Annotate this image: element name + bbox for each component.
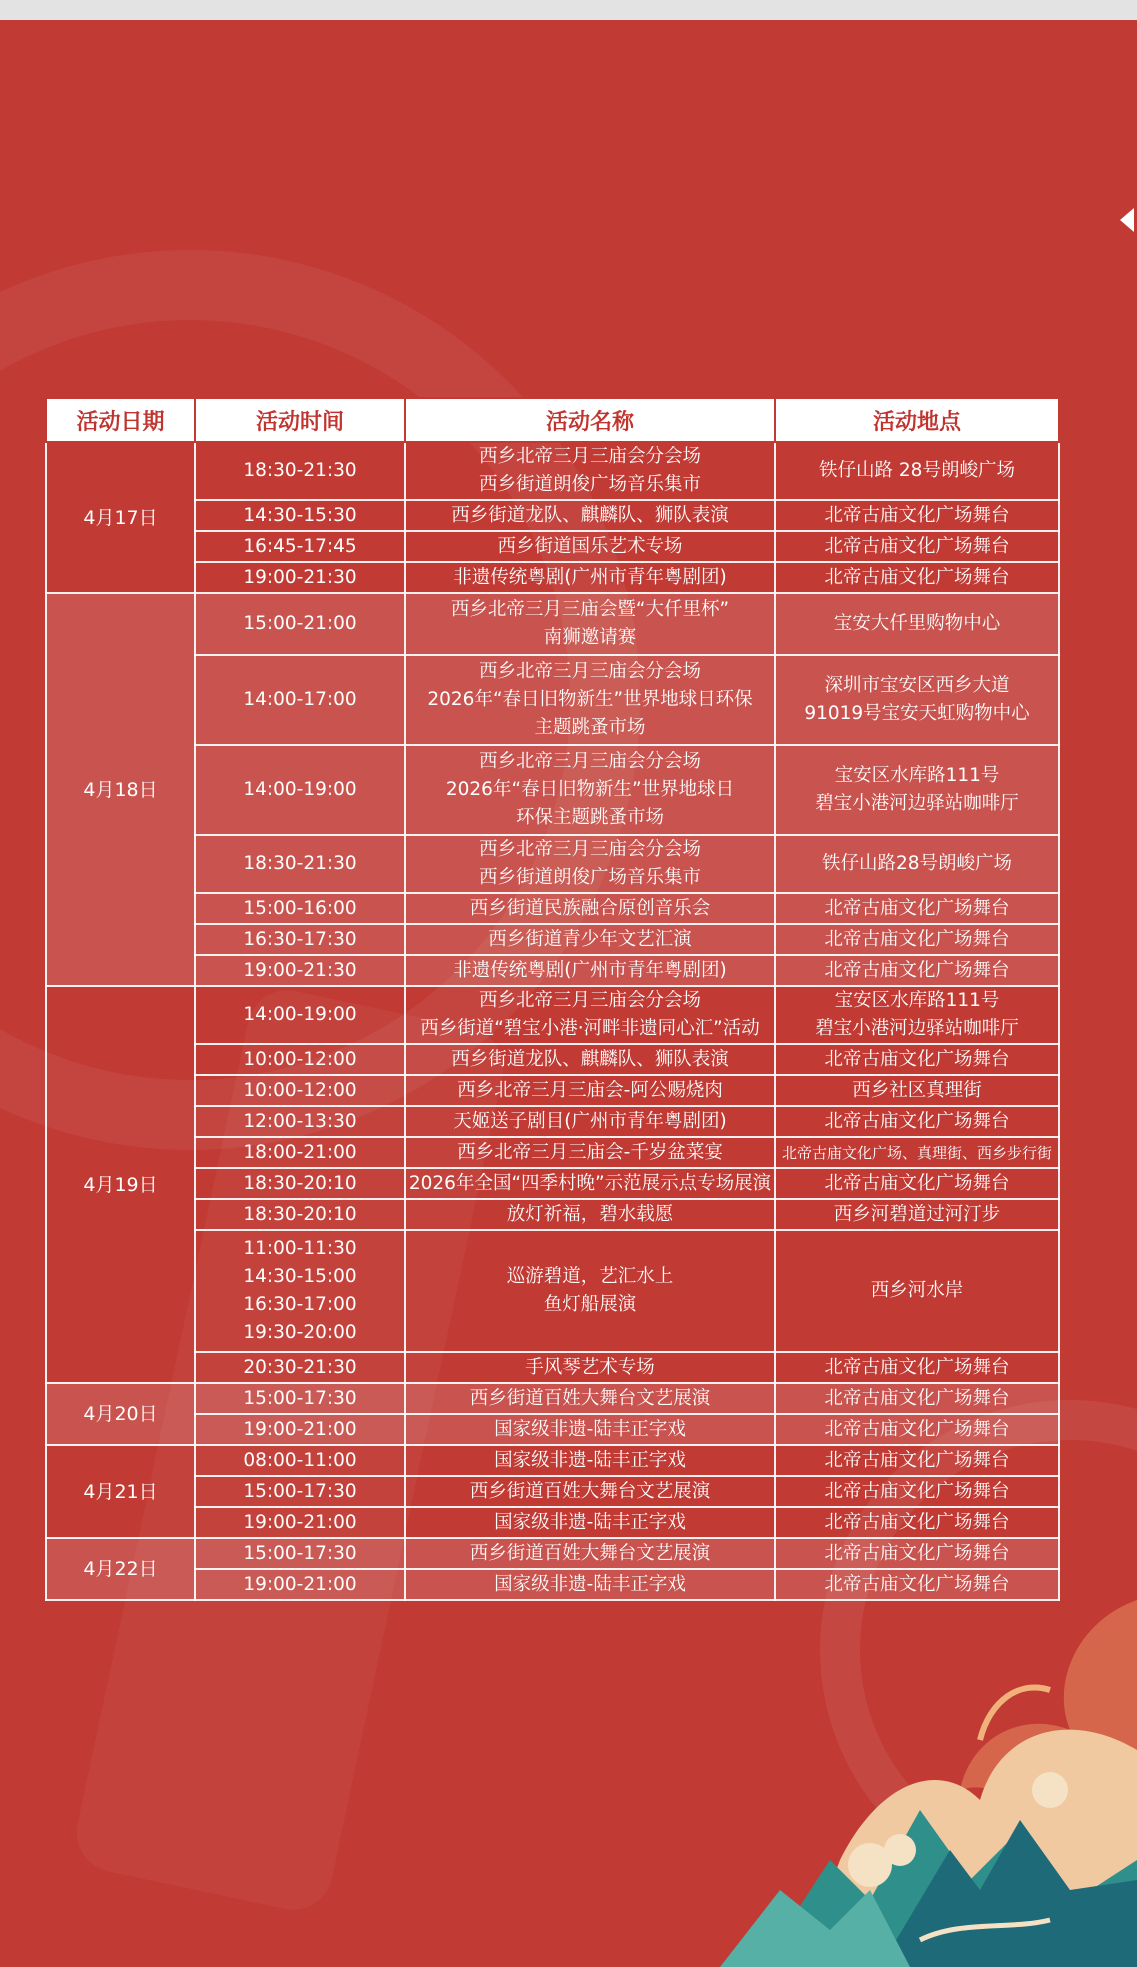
activity-name-cell-line: 西乡街道龙队、麒麟队、狮队表演	[451, 504, 729, 526]
venue-cell-line: 宝安区水库路111号	[834, 765, 1000, 786]
activity-name-cell-line: 西乡北帝三月三庙会暨“大仟里杯”	[450, 599, 730, 620]
time-cell-line: 08:00-11:00	[243, 1449, 357, 1471]
venue-cell-line: 北帝古庙文化广场舞台	[824, 1542, 1010, 1564]
activity-name-cell	[405, 924, 775, 955]
activity-name-cell	[405, 1476, 775, 1507]
activity-name-cell-line: 非遗传统粤剧(广州市青年粤剧团)	[453, 959, 727, 981]
venue-cell	[775, 1507, 1059, 1538]
time-cell-line: 14:30-15:30	[243, 504, 357, 526]
venue-cell-line: 北帝古庙文化广场舞台	[824, 1172, 1010, 1194]
activity-name-cell	[405, 1075, 775, 1106]
venue-cell	[775, 955, 1059, 986]
time-cell-line: 14:00-19:00	[243, 779, 357, 800]
time-cell	[195, 1414, 405, 1445]
activity-name-cell	[405, 1230, 775, 1352]
header-date: 活动日期	[46, 398, 195, 442]
time-cell	[195, 531, 405, 562]
activity-name-cell-line: 西乡街道龙队、麒麟队、狮队表演	[451, 1048, 729, 1070]
schedule-table	[45, 397, 1060, 1601]
table-row	[46, 1230, 1059, 1352]
header-name: 活动名称	[405, 398, 775, 442]
top-status-strip	[0, 0, 1137, 20]
table-row	[46, 562, 1059, 593]
activity-name-cell-line: 环保主题跳蚤市场	[515, 807, 664, 828]
time-cell-line: 16:30-17:00	[243, 1294, 357, 1315]
time-cell	[195, 745, 405, 835]
venue-cell-line: 宝安区水库路111号	[834, 990, 1000, 1011]
activity-name-cell-line: 西乡北帝三月三庙会-千岁盆菜宴	[457, 1141, 723, 1163]
activity-name-cell-line: 南狮邀请赛	[543, 627, 637, 648]
venue-cell	[775, 1199, 1059, 1230]
venue-cell-line: 西乡河碧道过河汀步	[833, 1203, 1001, 1225]
header-venue: 活动地点	[775, 398, 1059, 442]
venue-cell-line: 北帝古庙文化广场舞台	[824, 1048, 1010, 1070]
activity-name-cell-line: 国家级非遗-陆丰正字戏	[494, 1573, 686, 1595]
table-row	[46, 442, 1059, 500]
venue-cell-line: 北帝古庙文化广场舞台	[824, 1387, 1010, 1409]
time-cell-line: 15:00-17:30	[243, 1542, 357, 1564]
time-cell-line: 20:30-21:30	[243, 1356, 357, 1378]
time-cell-line: 18:30-20:10	[243, 1203, 357, 1225]
time-cell	[195, 1044, 405, 1075]
table-row	[46, 1383, 1059, 1414]
venue-cell-line: 北帝古庙文化广场舞台	[824, 1418, 1010, 1440]
time-cell	[195, 1445, 405, 1476]
activity-name-cell-line: 西乡街道“碧宝小港·河畔非遗同心汇”活动	[420, 1018, 760, 1039]
venue-cell	[775, 1075, 1059, 1106]
activity-name-cell-line: 西乡北帝三月三庙会分会场	[478, 446, 701, 467]
activity-name-cell-line: 西乡街道朗俊广场音乐集市	[478, 474, 701, 495]
table-row	[46, 1445, 1059, 1476]
table-header-row	[46, 398, 1059, 442]
activity-name-cell-line: 西乡街道朗俊广场音乐集市	[478, 867, 701, 888]
time-cell-line: 19:00-21:00	[243, 1511, 357, 1533]
header-time: 活动时间	[195, 398, 405, 442]
time-cell	[195, 1199, 405, 1230]
venue-cell-line: 北帝古庙文化广场舞台	[824, 1110, 1010, 1132]
date-cell: 4月19日	[46, 986, 195, 1383]
activity-name-cell	[405, 442, 775, 500]
venue-cell-line: 北帝古庙文化广场舞台	[824, 1356, 1010, 1378]
activity-name-cell-line: 西乡北帝三月三庙会分会场	[478, 990, 701, 1011]
time-cell-line: 18:30-21:30	[243, 853, 357, 874]
table-row	[46, 955, 1059, 986]
activity-name-cell	[405, 531, 775, 562]
venue-cell	[775, 1476, 1059, 1507]
time-cell	[195, 655, 405, 745]
time-cell	[195, 1168, 405, 1199]
time-cell-line: 15:00-17:30	[243, 1480, 357, 1502]
table-row	[46, 593, 1059, 655]
time-cell-line: 19:00-21:30	[243, 566, 357, 588]
activity-name-cell-line: 巡游碧道，艺汇水上	[506, 1266, 674, 1287]
venue-cell	[775, 593, 1059, 655]
table-row	[46, 1137, 1059, 1168]
activity-name-cell	[405, 745, 775, 835]
time-cell-line: 10:00-12:00	[243, 1079, 357, 1101]
time-cell	[195, 893, 405, 924]
date-cell: 4月22日	[46, 1538, 195, 1600]
activity-name-cell-line: 2026年“春日旧物新生”世界地球日环保	[427, 689, 753, 710]
activity-name-cell	[405, 1352, 775, 1383]
venue-cell	[775, 1352, 1059, 1383]
activity-name-cell-line: 西乡北帝三月三庙会分会场	[478, 661, 701, 682]
time-cell	[195, 924, 405, 955]
time-cell	[195, 1230, 405, 1352]
time-cell-line: 15:00-21:00	[243, 613, 357, 634]
venue-cell	[775, 442, 1059, 500]
venue-cell	[775, 893, 1059, 924]
venue-cell	[775, 1044, 1059, 1075]
venue-cell-line: 北帝古庙文化广场舞台	[824, 897, 1010, 919]
time-cell	[195, 1352, 405, 1383]
venue-cell-line: 北帝古庙文化广场舞台	[824, 535, 1010, 557]
time-cell	[195, 1137, 405, 1168]
time-cell	[195, 1106, 405, 1137]
venue-cell	[775, 1168, 1059, 1199]
activity-name-cell-line: 放灯祈福，碧水载愿	[506, 1203, 674, 1225]
activity-name-cell-line: 天姬送子剧目(广州市青年粤剧团)	[453, 1110, 727, 1132]
venue-cell	[775, 562, 1059, 593]
venue-cell-line: 铁仔山路28号朗峻广场	[821, 853, 1013, 874]
time-cell	[195, 562, 405, 593]
activity-name-cell-line: 西乡街道国乐艺术专场	[497, 535, 683, 557]
venue-cell-line: 北帝古庙文化广场舞台	[824, 566, 1010, 588]
time-cell	[195, 442, 405, 500]
venue-cell	[775, 655, 1059, 745]
venue-cell	[775, 1230, 1059, 1352]
time-cell-line: 19:00-21:00	[243, 1418, 357, 1440]
table-row	[46, 1476, 1059, 1507]
activity-name-cell-line: 西乡北帝三月三庙会分会场	[478, 839, 701, 860]
date-cell: 4月17日	[46, 442, 195, 593]
table-row	[46, 745, 1059, 835]
activity-name-cell	[405, 500, 775, 531]
activity-name-cell-line: 2026年“春日旧物新生”世界地球日	[445, 779, 735, 800]
table-row	[46, 893, 1059, 924]
table-row	[46, 531, 1059, 562]
venue-cell-line: 铁仔山路 28号朗峻广场	[819, 460, 1015, 481]
activity-name-cell-line: 国家级非遗-陆丰正字戏	[494, 1418, 686, 1440]
activity-name-cell	[405, 1044, 775, 1075]
time-cell-line: 18:30-20:10	[243, 1172, 357, 1194]
activity-name-cell-line: 主题跳蚤市场	[534, 717, 646, 738]
time-cell	[195, 1569, 405, 1600]
venue-cell	[775, 745, 1059, 835]
time-cell	[195, 500, 405, 531]
activity-name-cell	[405, 1507, 775, 1538]
activity-name-cell	[405, 655, 775, 745]
venue-cell-line: 碧宝小港河边驿站咖啡厅	[815, 793, 1019, 814]
time-cell-line: 15:00-16:00	[243, 897, 357, 919]
activity-name-cell-line: 2026年全国“四季村晚”示范展示点专场展演	[408, 1172, 772, 1194]
activity-name-cell	[405, 955, 775, 986]
venue-cell	[775, 1106, 1059, 1137]
activity-name-cell	[405, 1414, 775, 1445]
venue-cell	[775, 1137, 1059, 1168]
time-cell	[195, 1383, 405, 1414]
activity-name-cell-line: 西乡街道民族融合原创音乐会	[469, 897, 711, 919]
activity-name-cell	[405, 1168, 775, 1199]
venue-cell-line: 北帝古庙文化广场舞台	[824, 1480, 1010, 1502]
activity-name-cell-line: 非遗传统粤剧(广州市青年粤剧团)	[453, 566, 727, 588]
activity-name-cell	[405, 562, 775, 593]
venue-cell	[775, 924, 1059, 955]
time-cell	[195, 593, 405, 655]
activity-name-cell-line: 西乡北帝三月三庙会-阿公赐烧肉	[457, 1079, 723, 1101]
time-cell	[195, 1476, 405, 1507]
table-row	[46, 655, 1059, 745]
activity-name-cell-line: 西乡街道百姓大舞台文艺展演	[469, 1480, 711, 1502]
table-row	[46, 1168, 1059, 1199]
time-cell-line: 16:45-17:45	[243, 535, 357, 557]
activity-name-cell	[405, 1199, 775, 1230]
table-row	[46, 1106, 1059, 1137]
time-cell	[195, 955, 405, 986]
venue-cell-line: 北帝古庙文化广场舞台	[824, 928, 1010, 950]
activity-name-cell-line: 西乡街道百姓大舞台文艺展演	[469, 1542, 711, 1564]
venue-cell	[775, 986, 1059, 1044]
chevron-left-icon[interactable]	[1120, 208, 1134, 232]
activity-name-cell-line: 西乡北帝三月三庙会分会场	[478, 751, 701, 772]
activity-name-cell-line: 西乡街道青少年文艺汇演	[488, 928, 692, 950]
venue-cell-line: 北帝古庙文化广场舞台	[824, 1449, 1010, 1471]
activity-name-cell-line: 鱼灯船展演	[543, 1294, 637, 1315]
time-cell	[195, 835, 405, 893]
time-cell	[195, 1538, 405, 1569]
time-cell-line: 18:00-21:00	[243, 1141, 357, 1163]
time-cell-line: 14:00-19:00	[243, 1004, 357, 1025]
table-row	[46, 1414, 1059, 1445]
time-cell-line: 11:00-11:30	[243, 1238, 357, 1259]
venue-cell	[775, 1383, 1059, 1414]
time-cell	[195, 986, 405, 1044]
venue-cell-line: 西乡河水岸	[870, 1280, 964, 1301]
time-cell	[195, 1507, 405, 1538]
table-row	[46, 1075, 1059, 1106]
activity-name-cell-line: 西乡街道百姓大舞台文艺展演	[469, 1387, 711, 1409]
date-cell: 4月21日	[46, 1445, 195, 1538]
venue-cell-line: 北帝古庙文化广场、真理街、西乡步行街	[781, 1143, 1052, 1162]
venue-cell	[775, 1445, 1059, 1476]
activity-name-cell	[405, 1106, 775, 1137]
table-row	[46, 835, 1059, 893]
venue-cell	[775, 531, 1059, 562]
time-cell-line: 10:00-12:00	[243, 1048, 357, 1070]
time-cell-line: 18:30-21:30	[243, 460, 357, 481]
date-cell: 4月18日	[46, 593, 195, 986]
time-cell-line: 14:00-17:00	[243, 689, 357, 710]
time-cell-line: 12:00-13:30	[243, 1110, 357, 1132]
venue-cell	[775, 835, 1059, 893]
activity-name-cell-line: 国家级非遗-陆丰正字戏	[494, 1449, 686, 1471]
table-row	[46, 986, 1059, 1044]
venue-cell-line: 91019号宝安天虹购物中心	[804, 703, 1030, 724]
table-row	[46, 1199, 1059, 1230]
time-cell	[195, 1075, 405, 1106]
venue-cell	[775, 500, 1059, 531]
venue-cell-line: 西乡社区真理街	[852, 1079, 982, 1101]
activity-name-cell-line: 手风琴艺术专场	[525, 1356, 655, 1378]
venue-cell-line: 北帝古庙文化广场舞台	[824, 504, 1010, 526]
venue-cell-line: 北帝古庙文化广场舞台	[824, 1511, 1010, 1533]
venue-cell-line: 碧宝小港河边驿站咖啡厅	[815, 1018, 1019, 1039]
activity-name-cell	[405, 893, 775, 924]
time-cell-line: 15:00-17:30	[243, 1387, 357, 1409]
activity-name-cell	[405, 593, 775, 655]
schedule-body	[46, 442, 1059, 1600]
activity-name-cell	[405, 835, 775, 893]
time-cell-line: 14:30-15:00	[243, 1266, 357, 1287]
venue-cell-line: 北帝古庙文化广场舞台	[824, 1573, 1010, 1595]
time-cell-line: 19:00-21:00	[243, 1573, 357, 1595]
table-row	[46, 1507, 1059, 1538]
venue-cell-line: 宝安大仟里购物中心	[833, 613, 1001, 634]
activity-name-cell	[405, 1445, 775, 1476]
venue-cell	[775, 1414, 1059, 1445]
activity-name-cell	[405, 1383, 775, 1414]
table-row	[46, 1352, 1059, 1383]
table-row	[46, 500, 1059, 531]
date-cell: 4月20日	[46, 1383, 195, 1445]
time-cell-line: 19:30-20:00	[243, 1322, 357, 1343]
time-cell-line: 19:00-21:30	[243, 959, 357, 981]
activity-name-cell	[405, 986, 775, 1044]
venue-cell-line: 北帝古庙文化广场舞台	[824, 959, 1010, 981]
time-cell-line: 16:30-17:30	[243, 928, 357, 950]
table-row	[46, 1044, 1059, 1075]
venue-cell-line: 深圳市宝安区西乡大道	[824, 675, 1010, 696]
table-row	[46, 924, 1059, 955]
activity-name-cell-line: 国家级非遗-陆丰正字戏	[494, 1511, 686, 1533]
activity-name-cell	[405, 1137, 775, 1168]
mountain-cloud-decoration	[720, 1560, 1137, 1967]
